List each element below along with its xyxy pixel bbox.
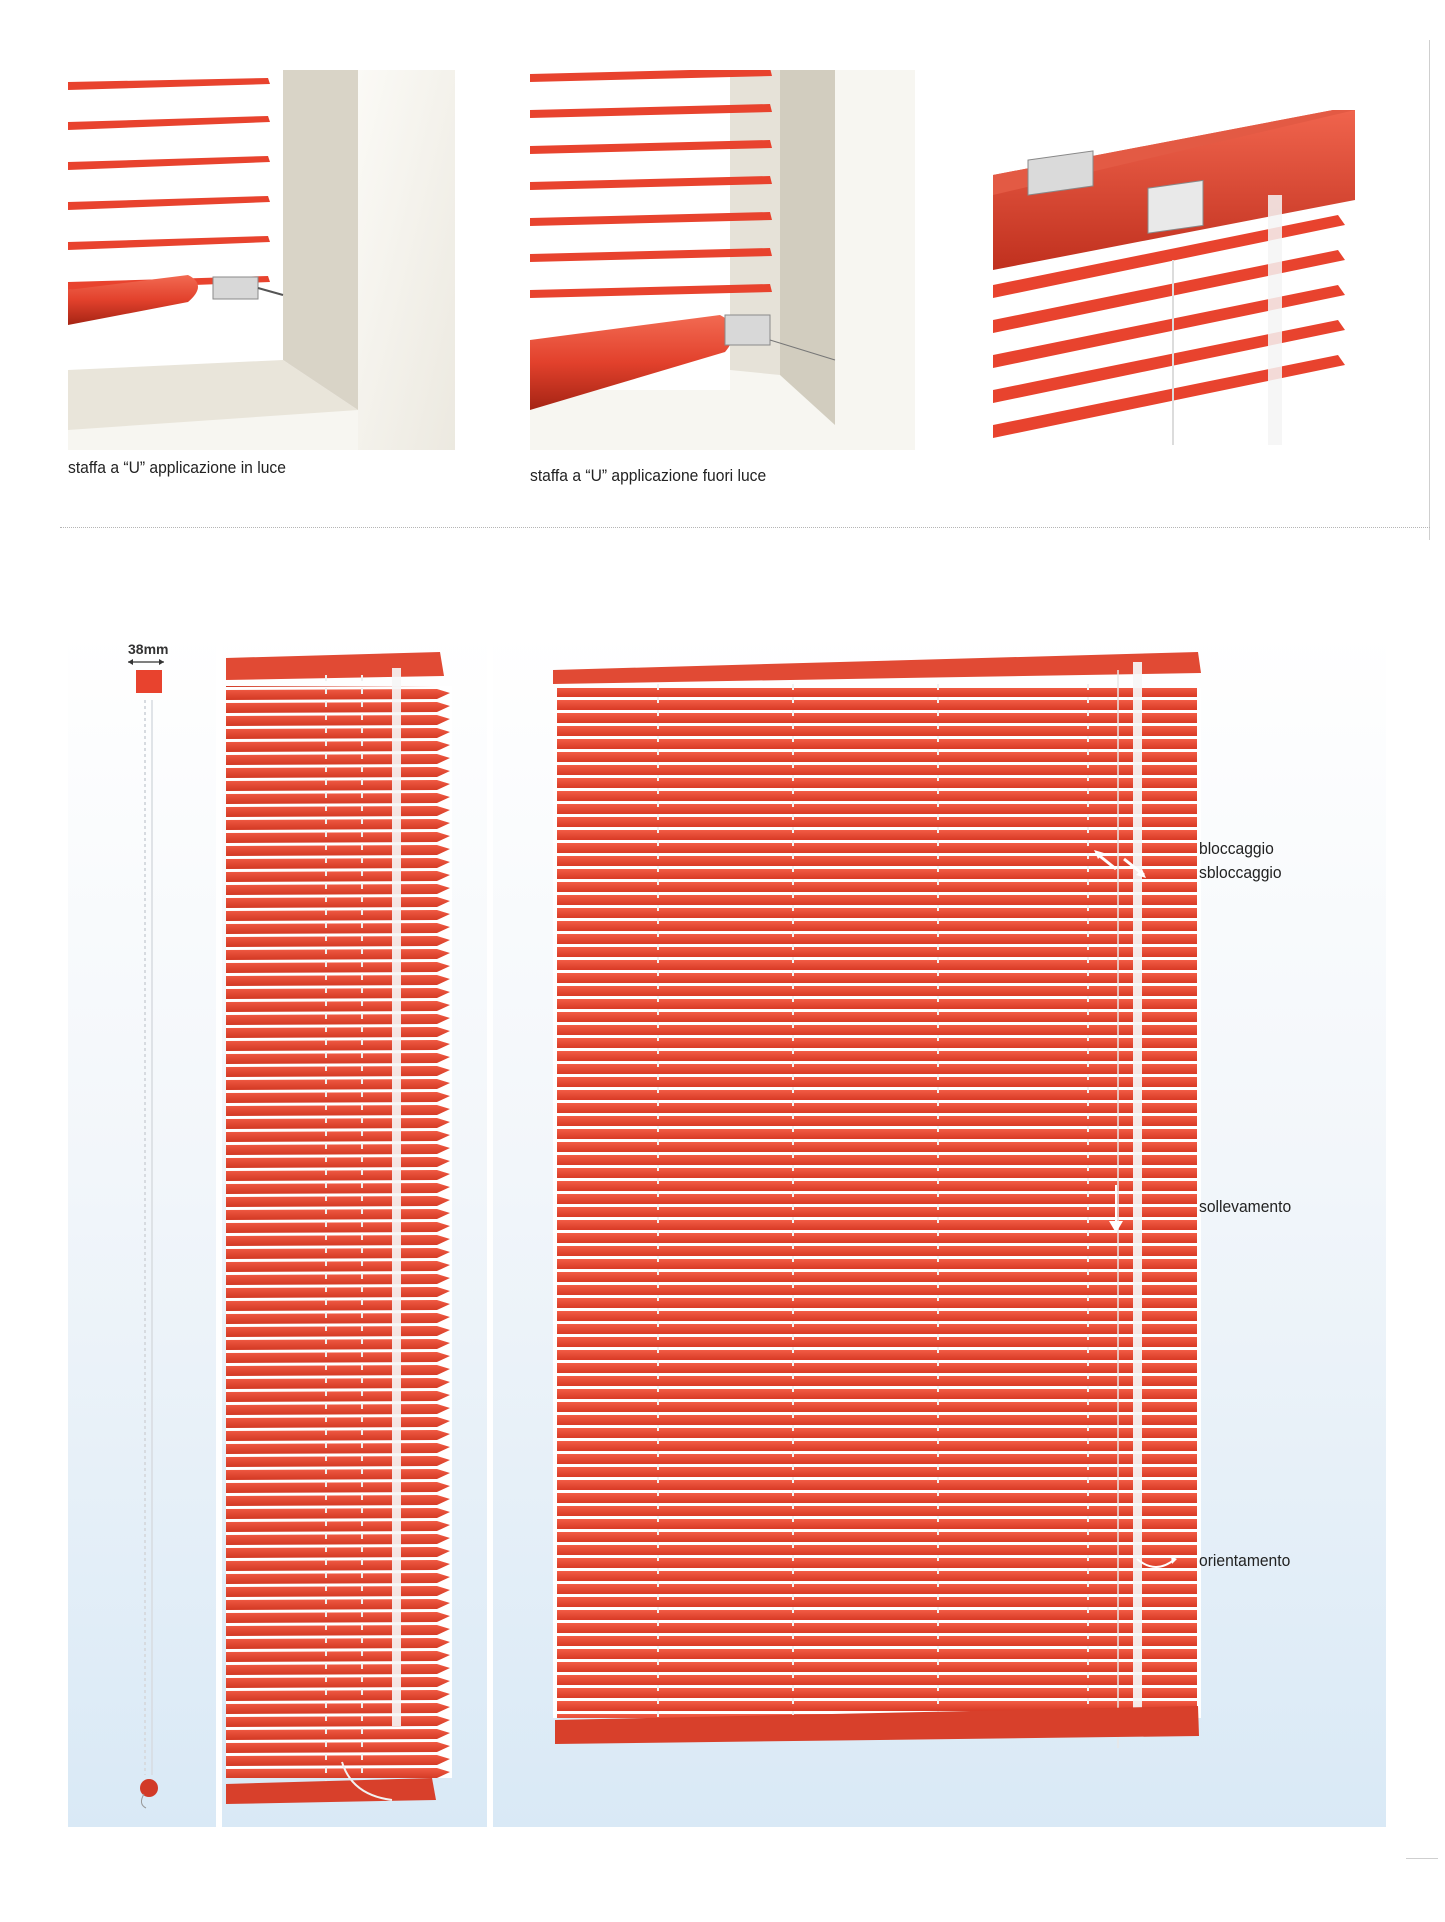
section-divider	[60, 527, 1430, 528]
page-edge-line	[1429, 40, 1430, 540]
caption-bracket-outside: staffa a “U” applicazione fuori luce	[530, 466, 767, 485]
panel-separator-2	[487, 632, 493, 1827]
lift-label: sollevamento	[1199, 1197, 1292, 1216]
side-profile-cord	[130, 700, 170, 1810]
slat-color-swatch	[136, 670, 162, 693]
photo-bracket-outside-recess	[530, 70, 915, 450]
unlock-label: sbloccaggio	[1199, 863, 1282, 882]
lock-label: bloccaggio	[1199, 839, 1274, 858]
lift-arrow-icon	[1106, 1185, 1126, 1235]
page-corner-line	[1406, 1858, 1438, 1859]
photo-bracket-inside-recess	[68, 70, 455, 450]
blind-side-view	[222, 650, 452, 1820]
slat-width-label: 38mm	[128, 641, 169, 657]
dimension-arrow-icon	[126, 657, 166, 667]
tilt-rotate-icon	[1133, 1553, 1179, 1575]
photo-headrail-closeup	[993, 70, 1355, 445]
lock-unlock-arrows-icon	[1090, 845, 1150, 885]
tilt-label: orientamento	[1199, 1551, 1291, 1570]
caption-bracket-inside: staffa a “U” applicazione in luce	[68, 458, 286, 477]
